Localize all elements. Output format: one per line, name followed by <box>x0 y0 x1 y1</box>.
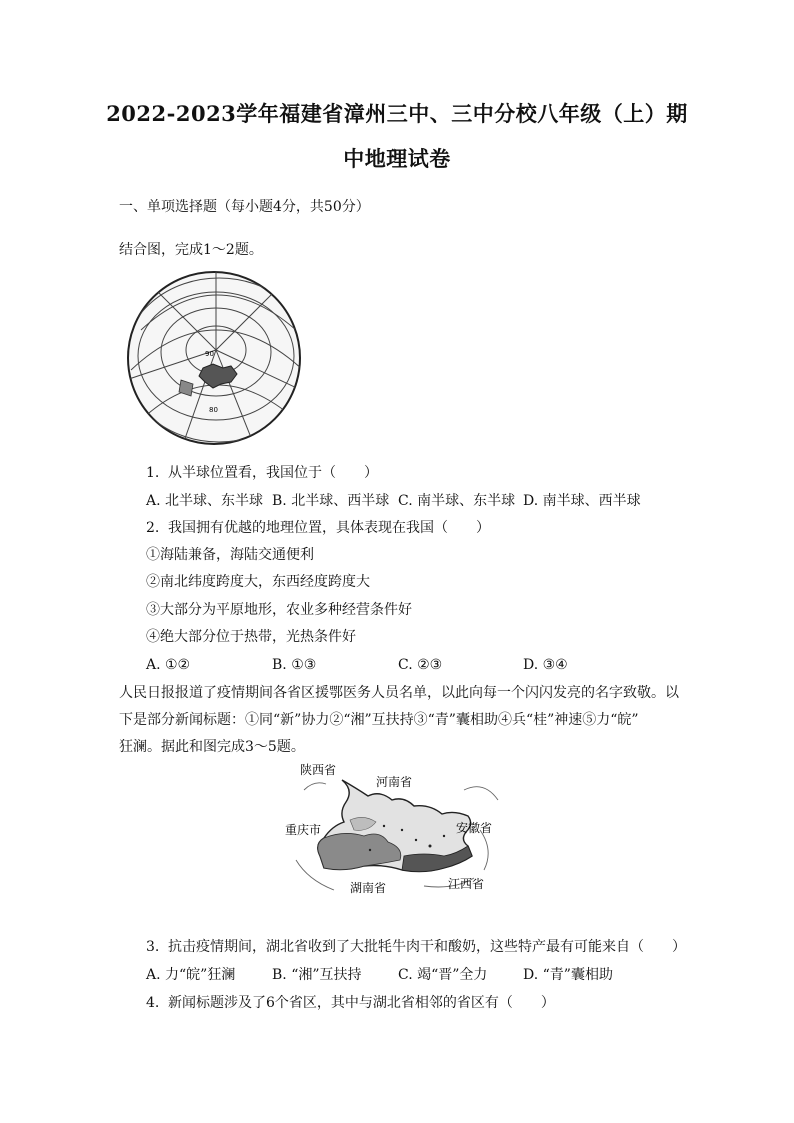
option-2a[interactable]: A. ①② <box>146 657 191 673</box>
question-number: 2. <box>146 520 160 536</box>
question-1 <box>146 464 378 482</box>
statement-3: ③大部分为平原地形，农业多种经营条件好 <box>146 602 412 618</box>
option-1d[interactable]: D. 南半球、西半球 <box>523 493 641 509</box>
question-stem: 新闻标题涉及了6个省区，其中与湖北省相邻的省区有（ ） <box>168 995 555 1011</box>
label-shaanxi: 陕西省 <box>300 763 337 777</box>
option-2b[interactable]: B. ①③ <box>272 657 317 673</box>
statement-4: ④绝大部分位于热带，光热条件好 <box>146 629 356 645</box>
option-3d[interactable]: D. “青”囊相助 <box>523 967 613 983</box>
label-anhui: 安徽省 <box>456 821 493 835</box>
option-3b[interactable]: B. “湘”互扶持 <box>272 967 362 983</box>
question-number: 4. <box>146 995 160 1011</box>
question-3 <box>146 938 686 956</box>
question-stem: 抗击疫情期间，湖北省收到了大批牦牛肉干和酸奶，这些特产最有可能来自（ ） <box>168 939 686 955</box>
option-2c[interactable]: C. ②③ <box>398 657 443 673</box>
option-1c[interactable]: C. 南半球、东半球 <box>398 493 516 509</box>
lat-label-90: 90 <box>205 350 214 358</box>
label-henan: 河南省 <box>376 775 413 789</box>
label-hunan: 湖南省 <box>350 881 387 895</box>
exam-title-line2: 中地理试卷 <box>343 146 451 171</box>
passage-line1: 人民日报报道了疫情期间各省区援鄂医务人员名单，以此向每一个闪闪发亮的名字致敬。以 <box>119 685 679 701</box>
globe-figure <box>121 270 307 450</box>
question-stem: 我国拥有优越的地理位置，具体表现在我国（ ） <box>168 520 490 536</box>
label-jiangxi: 江西省 <box>448 877 485 891</box>
lat-label-80: 80 <box>209 406 218 414</box>
label-chongqing: 重庆市 <box>285 823 322 837</box>
question-4 <box>146 994 555 1012</box>
option-3c[interactable]: C. 竭“晋”全力 <box>398 967 488 983</box>
intro-text: 结合图，完成1～2题。 <box>119 242 263 258</box>
question-stem: 从半球位置看，我国位于（ ） <box>168 465 378 481</box>
option-3a[interactable]: A. 力“皖”狂澜 <box>146 967 236 983</box>
question-number: 3. <box>146 939 160 955</box>
option-1b[interactable]: B. 北半球、西半球 <box>272 493 390 509</box>
question-number: 1. <box>146 465 160 481</box>
hubei-map-figure <box>284 760 520 912</box>
globe-outline <box>128 272 300 444</box>
question-2 <box>146 519 490 537</box>
passage-line2: 下是部分新闻标题：①同“新”协力②“湘”互扶持③“青”囊相助④兵“桂”神速⑤力“皖” <box>119 712 639 728</box>
statement-1: ①海陆兼备，海陆交通便利 <box>146 547 314 563</box>
section-heading: 一、单项选择题（每小题4分，共50分） <box>119 199 370 215</box>
option-2d[interactable]: D. ③④ <box>523 657 568 673</box>
option-1a[interactable]: A. 北半球、东半球 <box>146 493 264 509</box>
passage-line3: 狂澜。据此和图完成3～5题。 <box>119 739 305 755</box>
statement-2: ②南北纬度跨度大，东西经度跨度大 <box>146 574 370 590</box>
exam-title-line1: 2022-2023学年福建省漳州三中、三中分校八年级（上）期 <box>106 101 688 126</box>
